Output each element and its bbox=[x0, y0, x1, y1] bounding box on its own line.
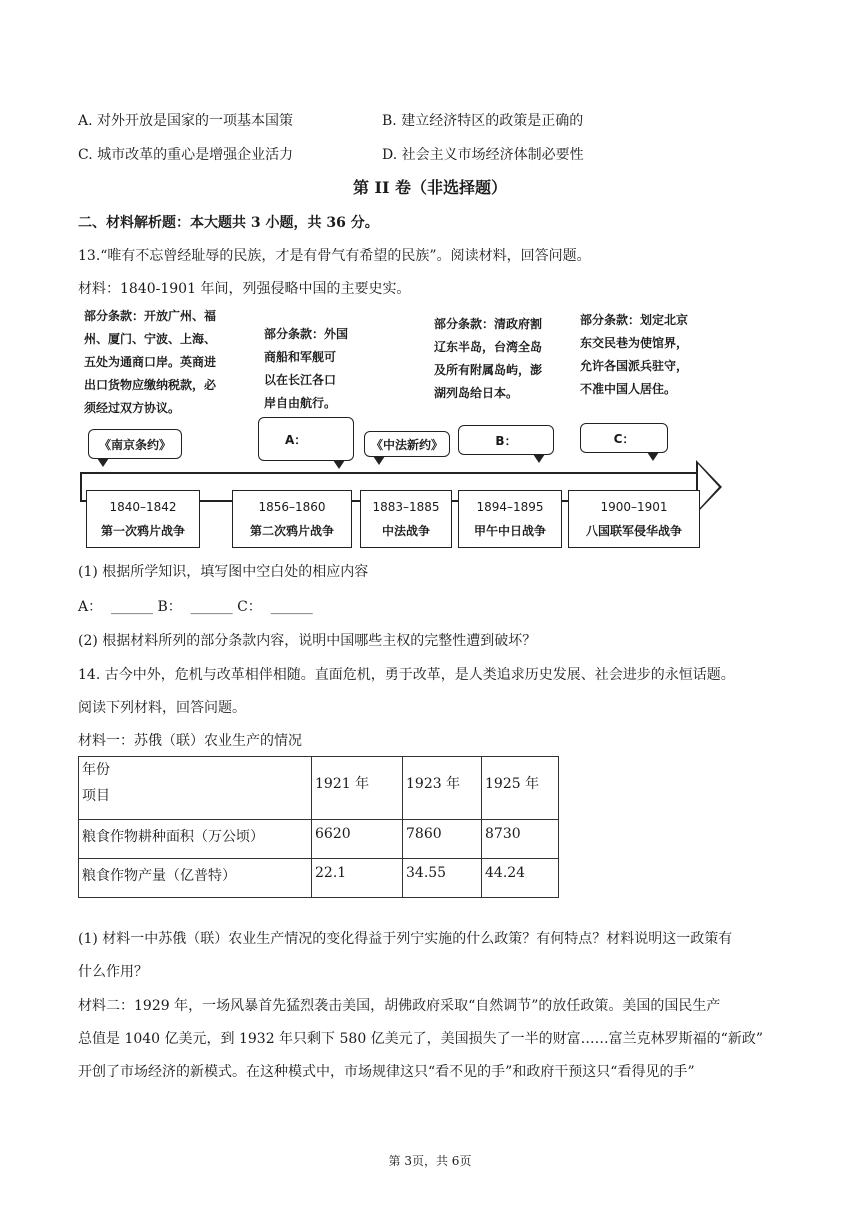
option-b: B. 建立经济特区的政策是正确的 bbox=[382, 113, 584, 129]
period-second-opium-war bbox=[232, 490, 352, 548]
q13-sub2: (2) 根据材料所列的部分条款内容，说明中国哪些主权的完整性遭到破坏？ bbox=[78, 633, 537, 649]
period-sino-japanese-war bbox=[458, 490, 562, 548]
header-corner-cell bbox=[79, 757, 312, 820]
callout-nanjing: 《南京条约》 bbox=[88, 429, 182, 459]
period-sino-french-war bbox=[360, 490, 452, 548]
period-years: 1840–1842 bbox=[109, 500, 177, 514]
q14-sub1-line2: 什么作用？ bbox=[78, 964, 148, 980]
period-eight-nation-war bbox=[568, 490, 700, 548]
period-name: 第一次鸦片战争 bbox=[100, 524, 185, 538]
clause-nanjing: 部分条款：开放广州、福 州、厦门、宁波、上海、 五处为通商口岸。英商进 出口货物应缴纳税款，必 须经过双方协议。 bbox=[84, 309, 217, 415]
period-years: 1894–1895 bbox=[476, 500, 544, 514]
callout-c: C： bbox=[580, 423, 668, 453]
row-value: 7860 bbox=[403, 820, 482, 859]
year-cell: 1921 年 bbox=[312, 757, 403, 820]
q14-sub1-line1: (1) 材料一中苏俄（联）农业生产情况的变化得益于列宁实施的什么政策？有何特点？材料说明这一政策有 bbox=[78, 931, 733, 947]
q13-stem: 13.“唯有不忘曾经耻辱的民族，才是有骨气有希望的民族”。阅读材料，回答问题。 bbox=[78, 248, 591, 264]
clause-b: 部分条款：清政府割 辽东半岛，台湾全岛 及所有附属岛屿，澎 湖列岛给日本。 bbox=[434, 317, 543, 400]
row-value: 22.1 bbox=[312, 859, 403, 898]
period-years: 1856–1860 bbox=[258, 500, 326, 514]
option-d: D. 社会主义市场经济体制必要性 bbox=[382, 147, 584, 163]
part2-title: 第 II 卷（非选择题） bbox=[352, 178, 508, 197]
row-value: 44.24 bbox=[482, 859, 559, 898]
clause-a: 部分条款：外国 商船和军舰可 以在长江各口 岸自由航行。 bbox=[264, 327, 349, 410]
period-name: 第二次鸦片战争 bbox=[249, 524, 334, 538]
q14-material2-line1: 材料二：1929 年，一场风暴首先猛烈袭击美国，胡佛政府采取“自然调节”的放任政策。美国的国民生产 bbox=[78, 998, 721, 1014]
option-c: C. 城市改革的重心是增强企业活力 bbox=[78, 147, 294, 163]
callout-b: B： bbox=[458, 425, 554, 455]
q13-sub1: (1) 根据所学知识，填写图中空白处的相应内容 bbox=[78, 564, 369, 580]
treaty-timeline-figure bbox=[78, 305, 738, 553]
row-item: 粮食作物耕种面积（万公顷） bbox=[79, 820, 312, 859]
header-bottom-label: 项目 bbox=[82, 788, 110, 804]
callout-zhongfa: 《中法新约》 bbox=[364, 431, 450, 457]
section2-heading: 二、材料解析题：本大题共 3 小题，共 36 分。 bbox=[78, 215, 379, 231]
q14-material1-title: 材料一：苏俄（联）农业生产的情况 bbox=[78, 733, 302, 749]
q14-stem-1: 14. 古今中外，危机与改革相伴相随。直面危机，勇于改革，是人类追求历史发展、社会进步的永恒话题。 bbox=[78, 667, 735, 683]
header-top-label: 年份 bbox=[82, 762, 110, 778]
table-header-row bbox=[79, 757, 559, 820]
callout-a: A： bbox=[258, 417, 354, 461]
table-row bbox=[79, 820, 559, 859]
page-footer: 第 3页，共 6页 bbox=[388, 1154, 472, 1168]
row-item: 粮食作物产量（亿普特） bbox=[79, 859, 312, 898]
q13-material: 材料：1840-1901 年间，列强侵略中国的主要史实。 bbox=[78, 281, 411, 297]
clause-c: 部分条款：划定北京 东交民巷为使馆界， 允许各国派兵驻守， 不准中国人居住。 bbox=[580, 313, 689, 396]
row-value: 6620 bbox=[312, 820, 403, 859]
q13-blanks: A： ______ B： ______ C： ______ bbox=[78, 599, 313, 615]
q14-stem-2: 阅读下列材料，回答问题。 bbox=[78, 700, 246, 716]
period-name: 八国联军侵华战争 bbox=[585, 524, 682, 538]
year-cell: 1923 年 bbox=[403, 757, 482, 820]
agriculture-table bbox=[78, 756, 559, 898]
period-first-opium-war bbox=[86, 490, 200, 548]
period-years: 1883–1885 bbox=[372, 500, 440, 514]
row-value: 8730 bbox=[482, 820, 559, 859]
option-a: A. 对外开放是国家的一项基本国策 bbox=[78, 113, 294, 129]
year-cell: 1925 年 bbox=[482, 757, 559, 820]
period-name: 中法战争 bbox=[381, 524, 430, 538]
table-row bbox=[79, 859, 559, 898]
q14-material2-line3: 开创了市场经济的新模式。在这种模式中，市场规律这只“看不见的手”和政府干预这只“看得见的手” bbox=[78, 1064, 695, 1080]
q14-material2-line2: 总值是 1040 亿美元，到 1932 年只剩下 580 亿美元了，美国损失了一半的财富……富兰克林罗斯福的“新政” bbox=[78, 1031, 763, 1047]
period-name: 甲午中日战争 bbox=[473, 524, 546, 538]
period-years: 1900–1901 bbox=[600, 500, 668, 514]
row-value: 34.55 bbox=[403, 859, 482, 898]
